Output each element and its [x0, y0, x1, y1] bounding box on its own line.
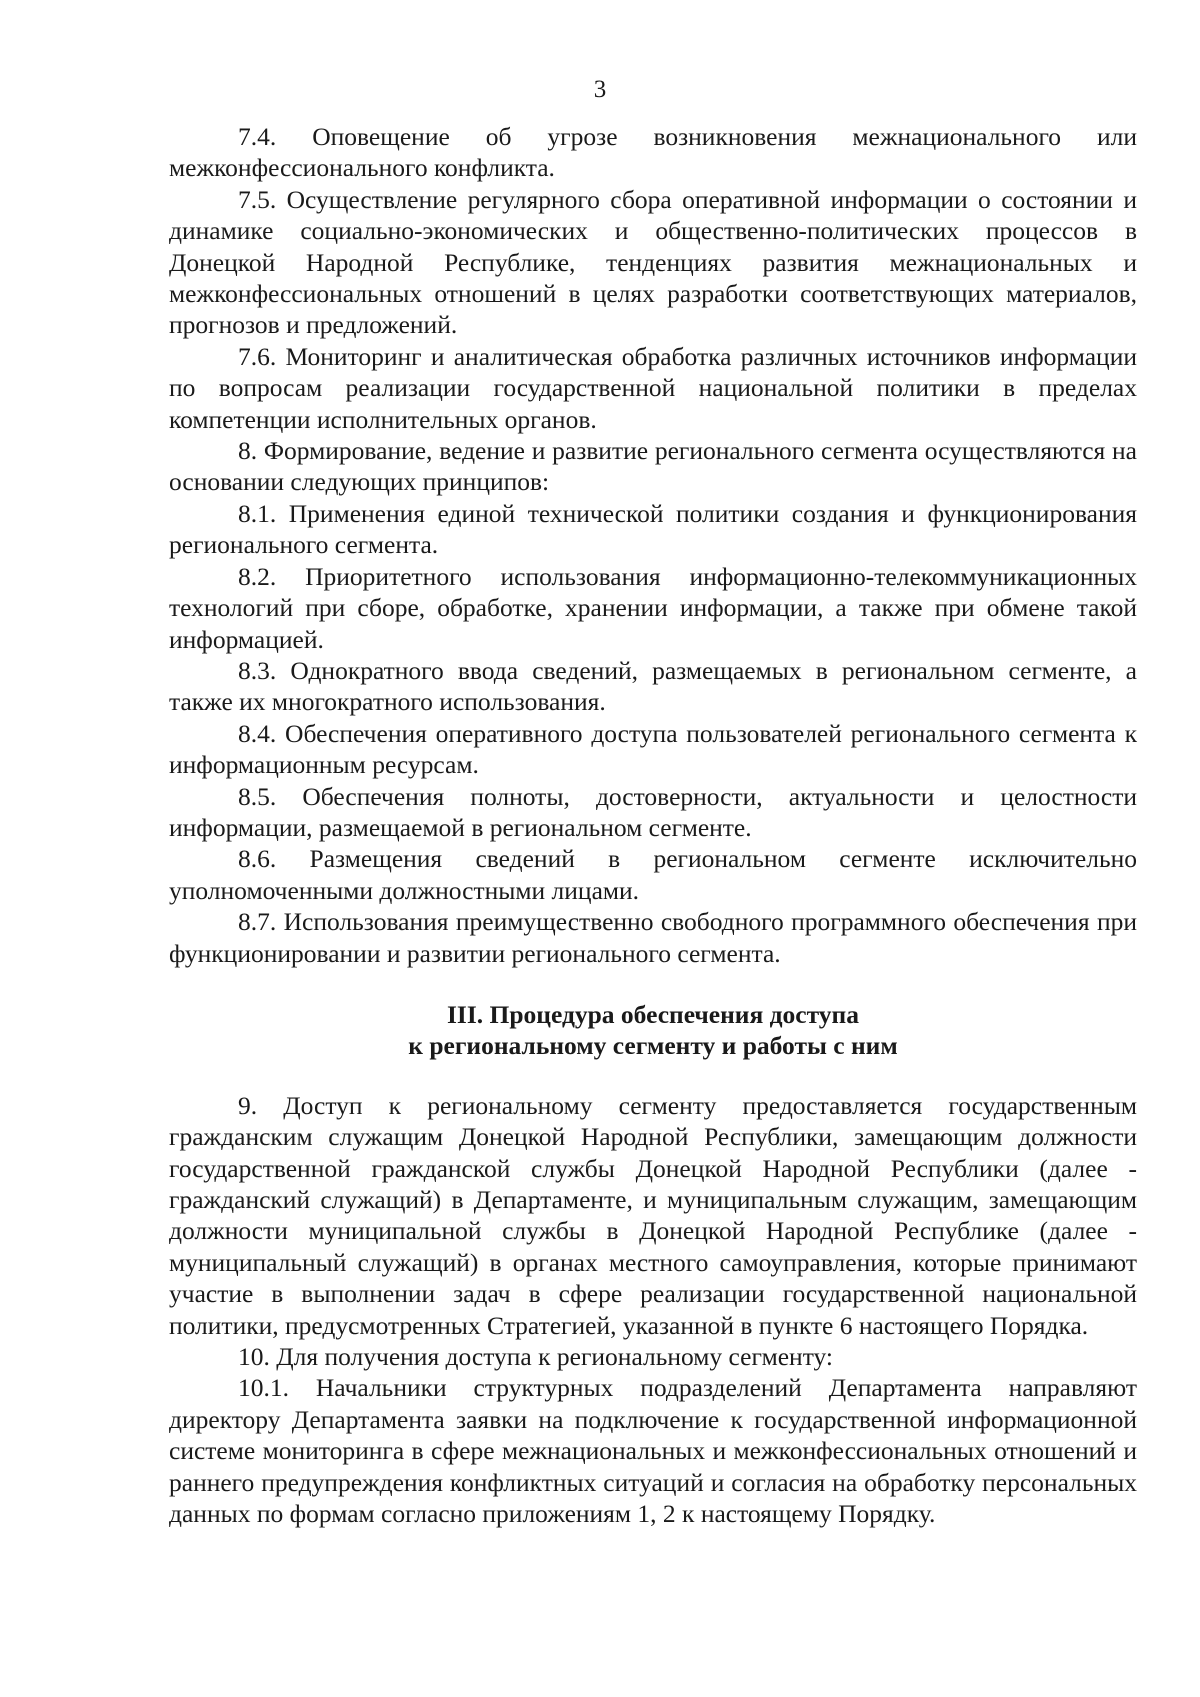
document-body	[169, 121, 1137, 1529]
paragraph-8-7: 8.7. Использования преимущественно свободного программного обеспечения при функционировании и развитии регионального сегмента.	[169, 907, 1137, 968]
paragraph-8-4: 8.4. Обеспечения оперативного доступа пользователей регионального сегмента к информационным ресурсам.	[169, 718, 1137, 780]
paragraph-8: 8. Формирование, ведение и развитие регионального сегмента осуществляются на основании следующих принципов:	[169, 436, 1137, 497]
paragraph-8-5: 8.5. Обеспечения полноты, достоверности, актуальности и целостности информации, размещаемой в региональном сегменте.	[169, 781, 1137, 842]
paragraph-9: 9. Доступ к региональному сегменту предоставляется государственным гражданским служащим Донецкой Народной Республики, замещающим должности государственной гражданской службы Донецкой Народной Республики (далее - гражданский служащий) в Департаменте, и муниципальным служащим, замещающим должности муниципальной службы в Донецкой Народной Республике (далее - муниципальный служащий) в органах местного самоуправления, которые принимают участие в выполнении задач в сфере реализации государственной национальной политики, предусмотренных Стратегией, указанной в пункте 6 настоящего Порядка.	[169, 1090, 1137, 1340]
paragraph-8-3: 8.3. Однократного ввода сведений, размещаемых в региональном сегменте, а также их многократного использования.	[169, 655, 1137, 717]
paragraph-8-6: 8.6. Размещения сведений в региональном сегменте исключительно уполномоченными должностными лицами.	[169, 844, 1137, 905]
page-number: 3	[593, 76, 607, 103]
section-heading-line-2: к региональному сегменту и работы с ним	[408, 1031, 898, 1061]
paragraph-10-1: 10.1. Начальники структурных подразделений Департамента направляют директору Департамента заявки на подключение к государственной информационной системе мониторинга в сфере межнациональных и межконфессиональных отношений и раннего предупреждения конфликтных ситуаций и согласия на обработку персональных данных по формам согласно приложениям 1, 2 к настоящему Порядку.	[169, 1373, 1137, 1529]
paragraph-7-5: 7.5. Осуществление регулярного сбора оперативной информации о состоянии и динамике социально-экономических и общественно-политических процессов в Донецкой Народной Республике, тенденциях развития межнациональных и межконфессиональных отношений в целях разработки соответствующих материалов, прогнозов и предложений.	[169, 184, 1137, 340]
paragraph-7-4: 7.4. Оповещение об угрозе возникновения межнационального или межконфессионального конфликта.	[169, 122, 1137, 183]
paragraph-8-1: 8.1. Применения единой технической политики создания и функционирования регионального сегмента.	[169, 498, 1137, 560]
section-heading-line-1: III. Процедура обеспечения доступа	[446, 999, 859, 1029]
paragraph-7-6: 7.6. Мониторинг и аналитическая обработка различных источников информации по вопросам реализации государственной национальной политики в пределах компетенции исполнительных органов.	[169, 341, 1137, 434]
paragraph-10: 10. Для получения доступа к региональному сегменту:	[238, 1342, 834, 1372]
section-heading	[169, 999, 1137, 1062]
paragraph-8-2: 8.2. Приоритетного использования информационно-телекоммуникационных технологий при сборе, обработке, хранении информации, а также при обмене такой информацией.	[169, 561, 1137, 654]
